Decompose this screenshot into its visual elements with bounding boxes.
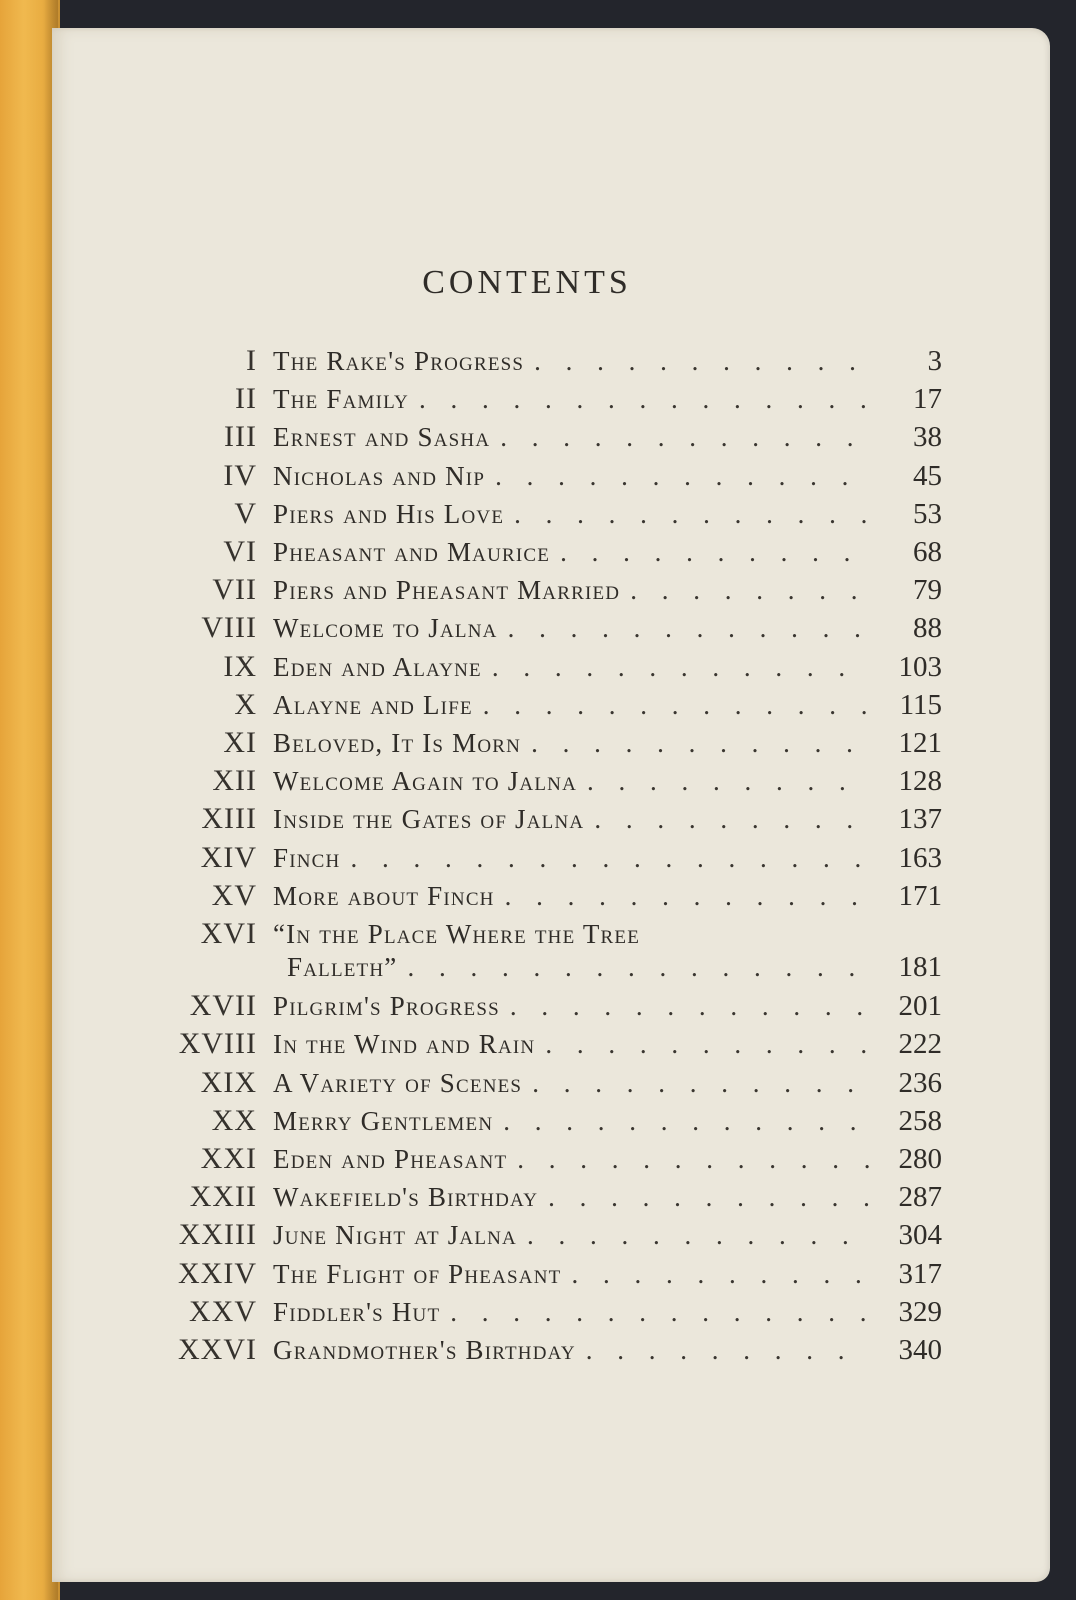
chapter-title: In the Wind and Rain — [273, 1029, 536, 1060]
chapter-title: Merry Gentlemen — [273, 1105, 494, 1136]
page-number: 304 — [898, 1219, 942, 1252]
toc-entry — [112, 1182, 942, 1212]
toc-entry — [112, 537, 942, 567]
chapter-title: The Flight of Pheasant — [273, 1258, 562, 1289]
dot-leader — [340, 845, 870, 872]
toc-entry — [112, 728, 942, 758]
toc-entry — [112, 1335, 942, 1365]
chapter-title: Pilgrim's Progress — [273, 991, 500, 1022]
chapter-numeral: XXIII — [178, 1218, 257, 1252]
page-number: 317 — [898, 1257, 942, 1290]
dot-leader — [584, 806, 870, 833]
toc-entry — [112, 346, 942, 376]
chapter-numeral: III — [224, 420, 257, 454]
chapter-numeral: XIV — [200, 840, 257, 874]
chapter-title: Piers and Pheasant Married — [273, 575, 621, 606]
chapter-title: Pheasant and Maurice — [273, 537, 551, 567]
chapter-title: Alayne and Life — [273, 689, 473, 720]
page-number: 3 — [927, 345, 942, 377]
chapter-numeral: XXII — [189, 1180, 257, 1214]
chapter-numeral: XVI — [200, 917, 257, 950]
chapter-numeral: X — [234, 687, 257, 721]
page-number: 163 — [898, 841, 942, 874]
chapter-numeral: XXIV — [178, 1256, 257, 1290]
chapter-numeral: XXV — [189, 1294, 257, 1328]
toc-entry — [112, 766, 942, 796]
chapter-title: Eden and Alayne — [273, 651, 482, 682]
dot-leader — [498, 615, 870, 642]
page-number: 137 — [898, 803, 942, 836]
dot-leader — [522, 1070, 870, 1097]
chapter-title: The Rake's Progress — [273, 346, 525, 376]
chapter-title: Grandmother's Birthday — [273, 1335, 576, 1365]
chapter-title: Welcome Again to Jalna — [273, 766, 578, 797]
chapter-numeral: XXVI — [178, 1333, 257, 1366]
chapter-title: Eden and Pheasant — [273, 1144, 508, 1174]
toc-entry — [112, 1065, 942, 1099]
chapter-numeral: V — [234, 496, 257, 530]
page-number: 287 — [898, 1181, 942, 1214]
dot-leader — [576, 1337, 870, 1364]
page-number: 68 — [913, 536, 942, 568]
chapter-numeral: IV — [223, 458, 257, 492]
chapter-title: More about Finch — [273, 880, 495, 911]
page-number: 280 — [898, 1143, 942, 1175]
toc-entry — [112, 804, 942, 834]
dot-leader — [493, 1108, 870, 1135]
dot-leader — [538, 1184, 870, 1211]
page-number: 222 — [898, 1028, 942, 1061]
chapter-title: Fiddler's Hut — [273, 1296, 441, 1327]
chapter-title: Nicholas and Nip — [273, 460, 486, 491]
dot-leader — [504, 501, 870, 528]
page-number: 121 — [898, 727, 942, 759]
contents-heading: CONTENTS — [422, 264, 632, 301]
page-number: 171 — [898, 879, 942, 912]
toc-entry — [112, 1294, 942, 1328]
dot-leader — [409, 386, 870, 413]
toc-entry — [112, 1029, 942, 1059]
dot-leader — [521, 730, 870, 757]
chapter-title: Wakefield's Birthday — [273, 1182, 539, 1213]
dot-leader — [485, 463, 870, 490]
chapter-title-line2: Falleth” — [287, 952, 398, 982]
page-number: 88 — [913, 612, 942, 645]
dot-leader — [577, 768, 870, 795]
dot-leader — [495, 883, 870, 910]
toc-entry — [112, 422, 942, 452]
chapter-title: June Night at Jalna — [273, 1220, 517, 1251]
chapter-numeral: VI — [223, 535, 257, 568]
chapter-numeral: II — [235, 382, 257, 416]
dot-leader — [500, 993, 870, 1020]
chapter-title: The Family — [273, 384, 409, 415]
chapter-numeral: XIII — [201, 802, 257, 836]
dot-leader — [490, 424, 870, 451]
chapter-numeral: IX — [223, 649, 257, 683]
chapter-title: Inside the Gates of Jalna — [273, 804, 585, 835]
dot-leader — [507, 1146, 870, 1173]
chapter-title: Piers and His Love — [273, 498, 505, 529]
page-number: 17 — [913, 383, 942, 416]
page-number: 340 — [898, 1334, 942, 1366]
page-number: 45 — [913, 459, 942, 492]
chapter-title: “In the Place Where the Tree — [273, 919, 641, 949]
dot-leader — [482, 654, 870, 681]
toc-entry — [112, 878, 942, 912]
page-number: 201 — [898, 990, 942, 1023]
page-number: 329 — [898, 1295, 942, 1328]
toc-entry — [112, 991, 942, 1021]
toc-entry — [112, 1220, 942, 1250]
toc-entry — [112, 575, 942, 605]
page-number: 79 — [913, 574, 942, 607]
dot-leader — [550, 539, 870, 566]
chapter-numeral: XII — [212, 764, 257, 798]
chapter-numeral: VII — [212, 573, 257, 607]
book-page — [52, 28, 1050, 1582]
chapter-numeral: XVIII — [178, 1027, 257, 1061]
chapter-numeral: XI — [223, 726, 257, 759]
chapter-numeral: XV — [211, 878, 257, 912]
dot-leader — [524, 348, 870, 375]
page-number: 115 — [899, 688, 942, 721]
dot-leader — [561, 1261, 870, 1288]
toc-entry — [112, 919, 942, 949]
chapter-numeral: XVII — [189, 989, 257, 1023]
page-number: 128 — [898, 765, 942, 798]
dot-leader — [517, 1222, 870, 1249]
toc-entry-continuation — [112, 953, 942, 982]
chapter-numeral: XIX — [200, 1065, 257, 1099]
chapter-numeral: I — [246, 344, 257, 377]
toc-entry — [112, 649, 942, 683]
toc-entry — [112, 1256, 942, 1290]
chapter-numeral: XXI — [200, 1142, 257, 1175]
chapter-title: Ernest and Sasha — [273, 422, 491, 453]
toc-entry — [112, 458, 942, 492]
toc-entry — [112, 496, 942, 530]
toc-entry — [112, 613, 942, 643]
chapter-numeral: XX — [211, 1103, 257, 1137]
chapter-title: Finch — [273, 842, 341, 873]
toc-entry — [112, 1103, 942, 1137]
page-number: 258 — [898, 1104, 942, 1137]
chapter-title: A Variety of Scenes — [273, 1067, 523, 1098]
page-number: 236 — [898, 1066, 942, 1099]
toc-entry — [112, 840, 942, 874]
dot-leader — [535, 1031, 870, 1058]
dot-leader — [397, 954, 870, 981]
page-number: 38 — [913, 421, 942, 454]
toc-entry — [112, 1144, 942, 1174]
dot-leader — [440, 1299, 870, 1326]
page-number: 53 — [913, 497, 942, 530]
toc-entry — [112, 384, 942, 414]
page-number: 103 — [898, 650, 942, 683]
toc-entry — [112, 687, 942, 721]
page-number: 181 — [898, 951, 942, 983]
chapter-title: Welcome to Jalna — [273, 613, 498, 644]
dot-leader — [473, 692, 870, 719]
dot-leader — [620, 577, 870, 604]
chapter-numeral: VIII — [201, 611, 257, 645]
chapter-title: Beloved, It Is Morn — [273, 728, 522, 758]
